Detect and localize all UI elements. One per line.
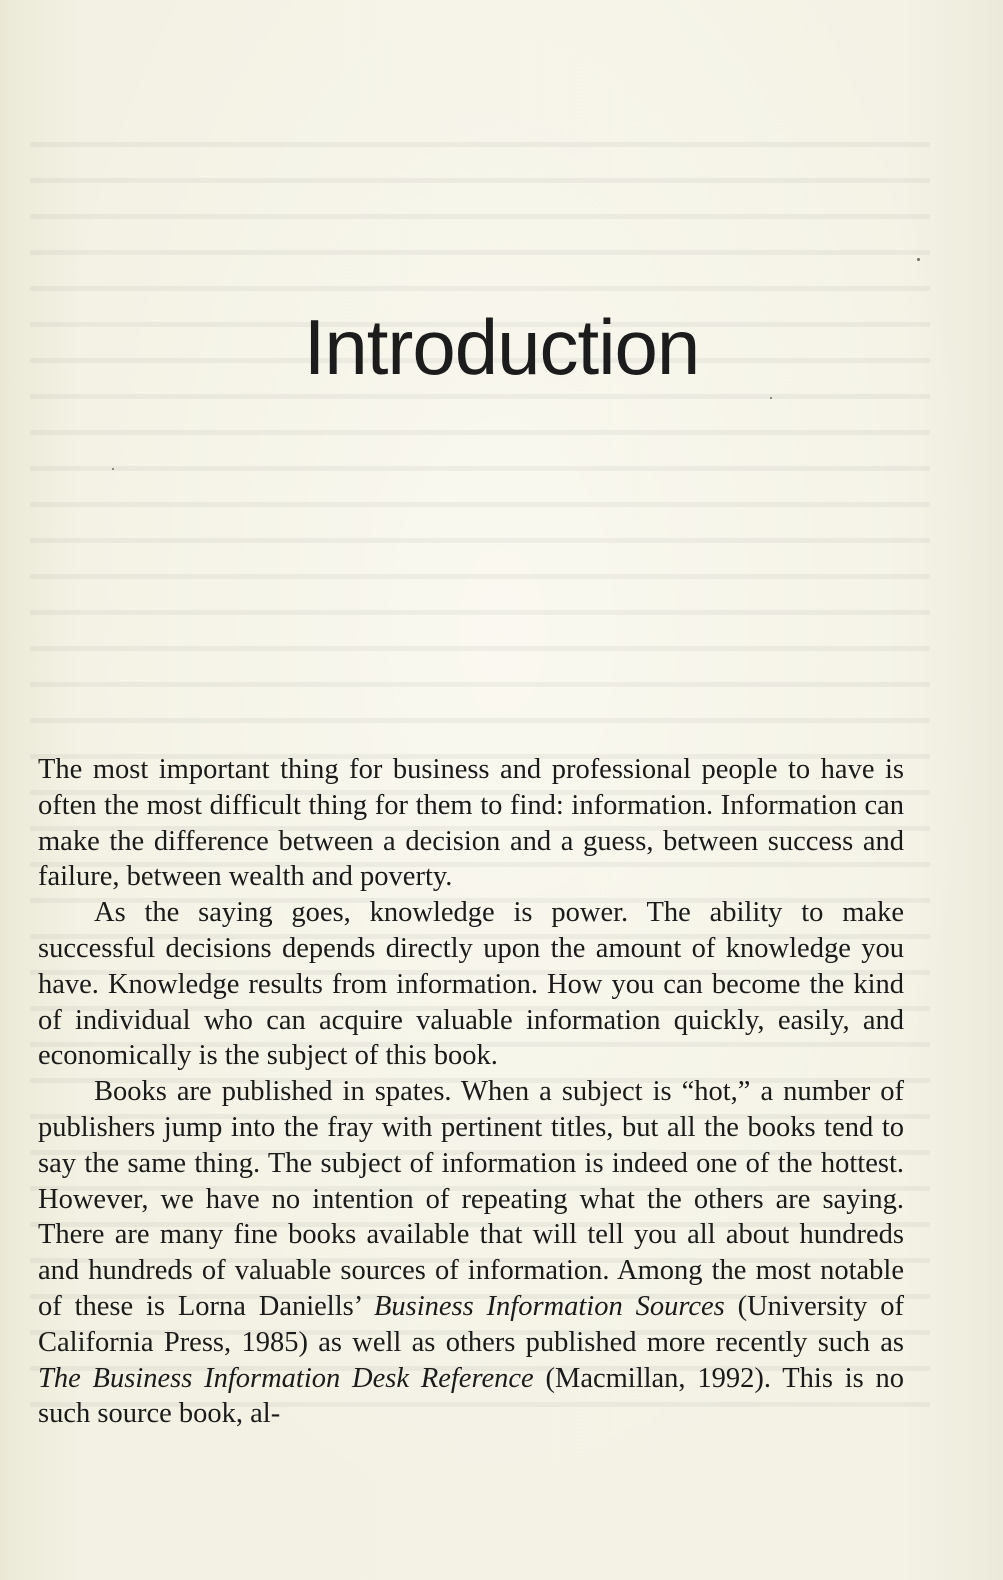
ink-speck <box>770 397 772 399</box>
body-text <box>38 752 904 1432</box>
paragraph-2: As the saying goes, knowledge is power. The ability to make successful decisions depends directly upon the amount of knowledge you have. Knowledge results from information. How you can become the kind of individual who can acquire valuable information quickly, easily, and economically is the subject of this book. <box>38 897 904 1072</box>
ink-speck <box>917 258 920 261</box>
paragraph-3 <box>38 1074 904 1432</box>
paragraph-1: The most important thing for business and professional people to have is often the most difficult thing for them to find: information. Information can make the difference between a decision and a guess, between success and failure, between wealth and poverty. <box>38 754 904 893</box>
paragraph-3-text-1: Books are published in spates. When a subject is “hot,” a number of publishers jump into the fray with pertinent titles, but all the books tend to say the same thing. The subject of information is indeed one of the hottest. However, we have no intention of repeating what the others are saying. There are many fine books available that will tell you all about hundreds and hundreds of valuable sources of information. Among the most notable of these is Lorna Daniells’ <box>38 1076 904 1322</box>
paragraph-3-text-3: (Macmillan, 1992). This is no such source book, al- <box>38 1362 905 1430</box>
chapter-title: Introduction <box>303 303 700 391</box>
paragraph-3-text-2: (University of California Press, 1985) as well as others published more recently such as <box>38 1290 904 1358</box>
book-title-business-information-desk-reference: The Business Information Desk Reference <box>38 1362 534 1394</box>
ink-speck <box>112 468 114 470</box>
book-title-business-information-sources: Business Information Sources <box>373 1290 725 1322</box>
